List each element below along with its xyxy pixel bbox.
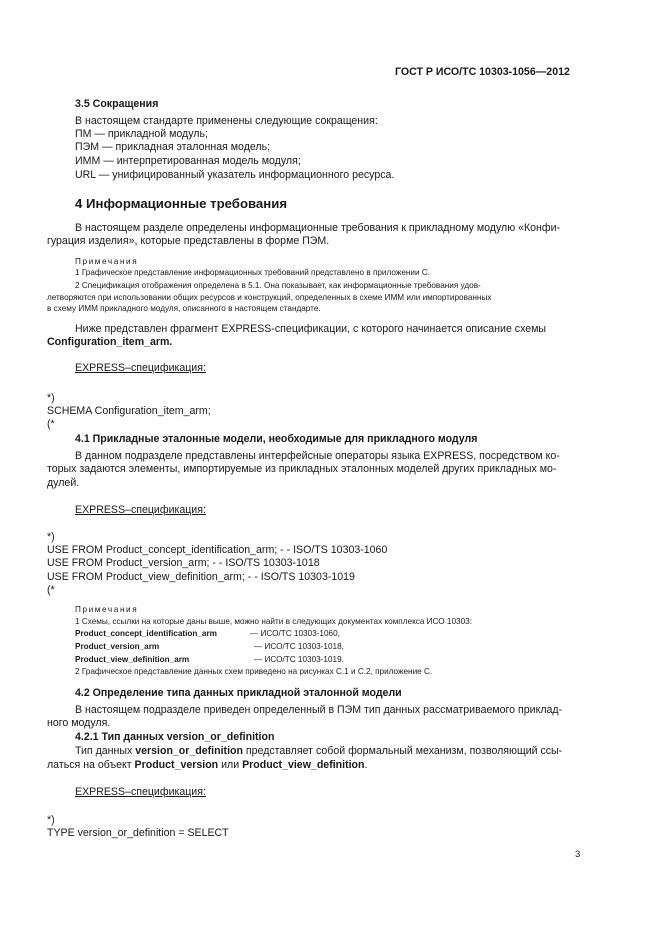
schema-ref-doc: — ИСО/ТС 10303-1018, (254, 642, 344, 651)
code-line: TYPE version_or_definition = SELECT (47, 827, 229, 839)
section-4-2-paragraph: ного модуля. (47, 717, 111, 729)
code-line: SCHEMA Configuration_item_arm; (47, 405, 211, 417)
schema-ref-name: Product_version_arm (75, 642, 160, 651)
express-spec-label: EXPRESS–спецификация: (75, 504, 206, 516)
page-number: 3 (575, 849, 581, 860)
section-4-title: 4 Информационные требования (75, 196, 288, 211)
text-run: или (218, 759, 243, 771)
express-spec-label: EXPRESS–спецификация: (75, 786, 206, 798)
entity-name: Product_view_definition (242, 759, 365, 771)
text-run: Тип данных (75, 745, 136, 757)
express-spec-label: EXPRESS–спецификация: (75, 362, 206, 374)
section-4-paragraph: В настоящем разделе определены информационные требования к прикладному модулю «Конфи- (75, 222, 561, 234)
abbreviation-item: URL — унифицированный указатель информационного ресурса. (75, 169, 395, 181)
note-line: 1 Схемы, ссылки на которые даны выше, можно найти в следующих документах комплекса ИСО 10303: (75, 617, 472, 626)
schema-ref-name: Product_concept_identification_arm (75, 629, 217, 638)
note-line: летворяются при использовании общих ресурсов и конструкций, определенных в схеме ИММ или импортированных (47, 293, 492, 302)
section-3-5-title: 3.5 Сокращения (75, 98, 159, 110)
note-line: в схему ИММ прикладного модуля, описанного в настоящем стандарте. (47, 304, 321, 313)
code-line: *) (47, 814, 55, 826)
type-name: version_or_definition (135, 745, 243, 757)
abbreviation-item: ПМ — прикладной модуль; (75, 128, 208, 140)
express-lead-schema: Configuration_item_arm. (47, 336, 173, 348)
notes-title: Примечания (75, 257, 139, 266)
schema-ref-doc: — ИСО/ТС 10303-1060, (250, 629, 340, 638)
section-4-2-paragraph: В настоящем подразделе приведен определенный в ПЭМ тип данных рассматриваемого приклад- (75, 704, 563, 716)
code-line: *) (47, 392, 55, 404)
code-line: USE FROM Product_concept_identification_arm; - - ISO/TS 10303-1060 (47, 544, 388, 556)
text-run: . (364, 759, 368, 771)
section-4-2-title: 4.2 Определение типа данных прикладной эталонной модели (75, 687, 402, 699)
entity-name: Product_version (134, 759, 219, 771)
code-line: (* (47, 584, 55, 596)
abbreviations-intro: В настоящем стандарте применены следующие сокращения: (75, 115, 378, 127)
section-4-1-paragraph: В данном подразделе представлены интерфейсные операторы языка EXPRESS, посредством ко- (75, 450, 560, 462)
section-4-1-paragraph: дулей. (47, 477, 80, 489)
express-lead: Ниже представлен фрагмент EXPRESS-спецификации, с которого начинается описание схемы (75, 323, 547, 335)
schema-ref-doc: — ИСО/ТС 10303-1019. (254, 655, 344, 664)
code-line: *) (47, 531, 55, 543)
section-4-2-1-line-1 (75, 745, 562, 758)
text-run: представляет собой формальный механизм, позволяющий ссы- (242, 745, 563, 757)
note-line: 2 Спецификация отображения определена в 5.1. Она показывает, как информационные требования удов- (75, 281, 481, 290)
note-line: 2 Графическое представление данных схем приведено на рисунках С.1 и С.2, приложение С. (75, 667, 433, 676)
code-line: USE FROM Product_version_arm; - - ISO/TS 10303-1018 (47, 557, 320, 569)
section-4-1-paragraph: торых задаются элементы, импортируемые из прикладных эталонных моделей других прикладных мо- (47, 463, 557, 475)
abbreviation-item: ПЭМ — прикладная эталонная модель; (75, 141, 271, 153)
schema-ref-name: Product_view_definition_arm (75, 655, 190, 664)
note-line: 1 Графическое представление информационных требований представлено в приложении С. (75, 268, 431, 277)
section-4-2-1-line-2 (47, 759, 367, 772)
section-4-2-1-title: 4.2.1 Тип данных version_or_definition (75, 731, 275, 743)
section-4-1-title: 4.1 Прикладные эталонные модели, необходимые для прикладного модуля (75, 433, 478, 445)
code-line: USE FROM Product_view_definition_arm; - - ISO/TS 10303-1019 (47, 571, 355, 583)
abbreviation-item: ИММ — интерпретированная модель модуля; (75, 155, 301, 167)
section-4-paragraph: гурация изделия», которые представлены в форме ПЭМ. (47, 235, 330, 247)
document-header: ГОСТ Р ИСО/ТС 10303-1056—2012 (395, 66, 570, 78)
text-run: латься на объект (47, 759, 135, 771)
notes-title: Примечания (75, 605, 139, 614)
code-line: (* (47, 418, 55, 430)
